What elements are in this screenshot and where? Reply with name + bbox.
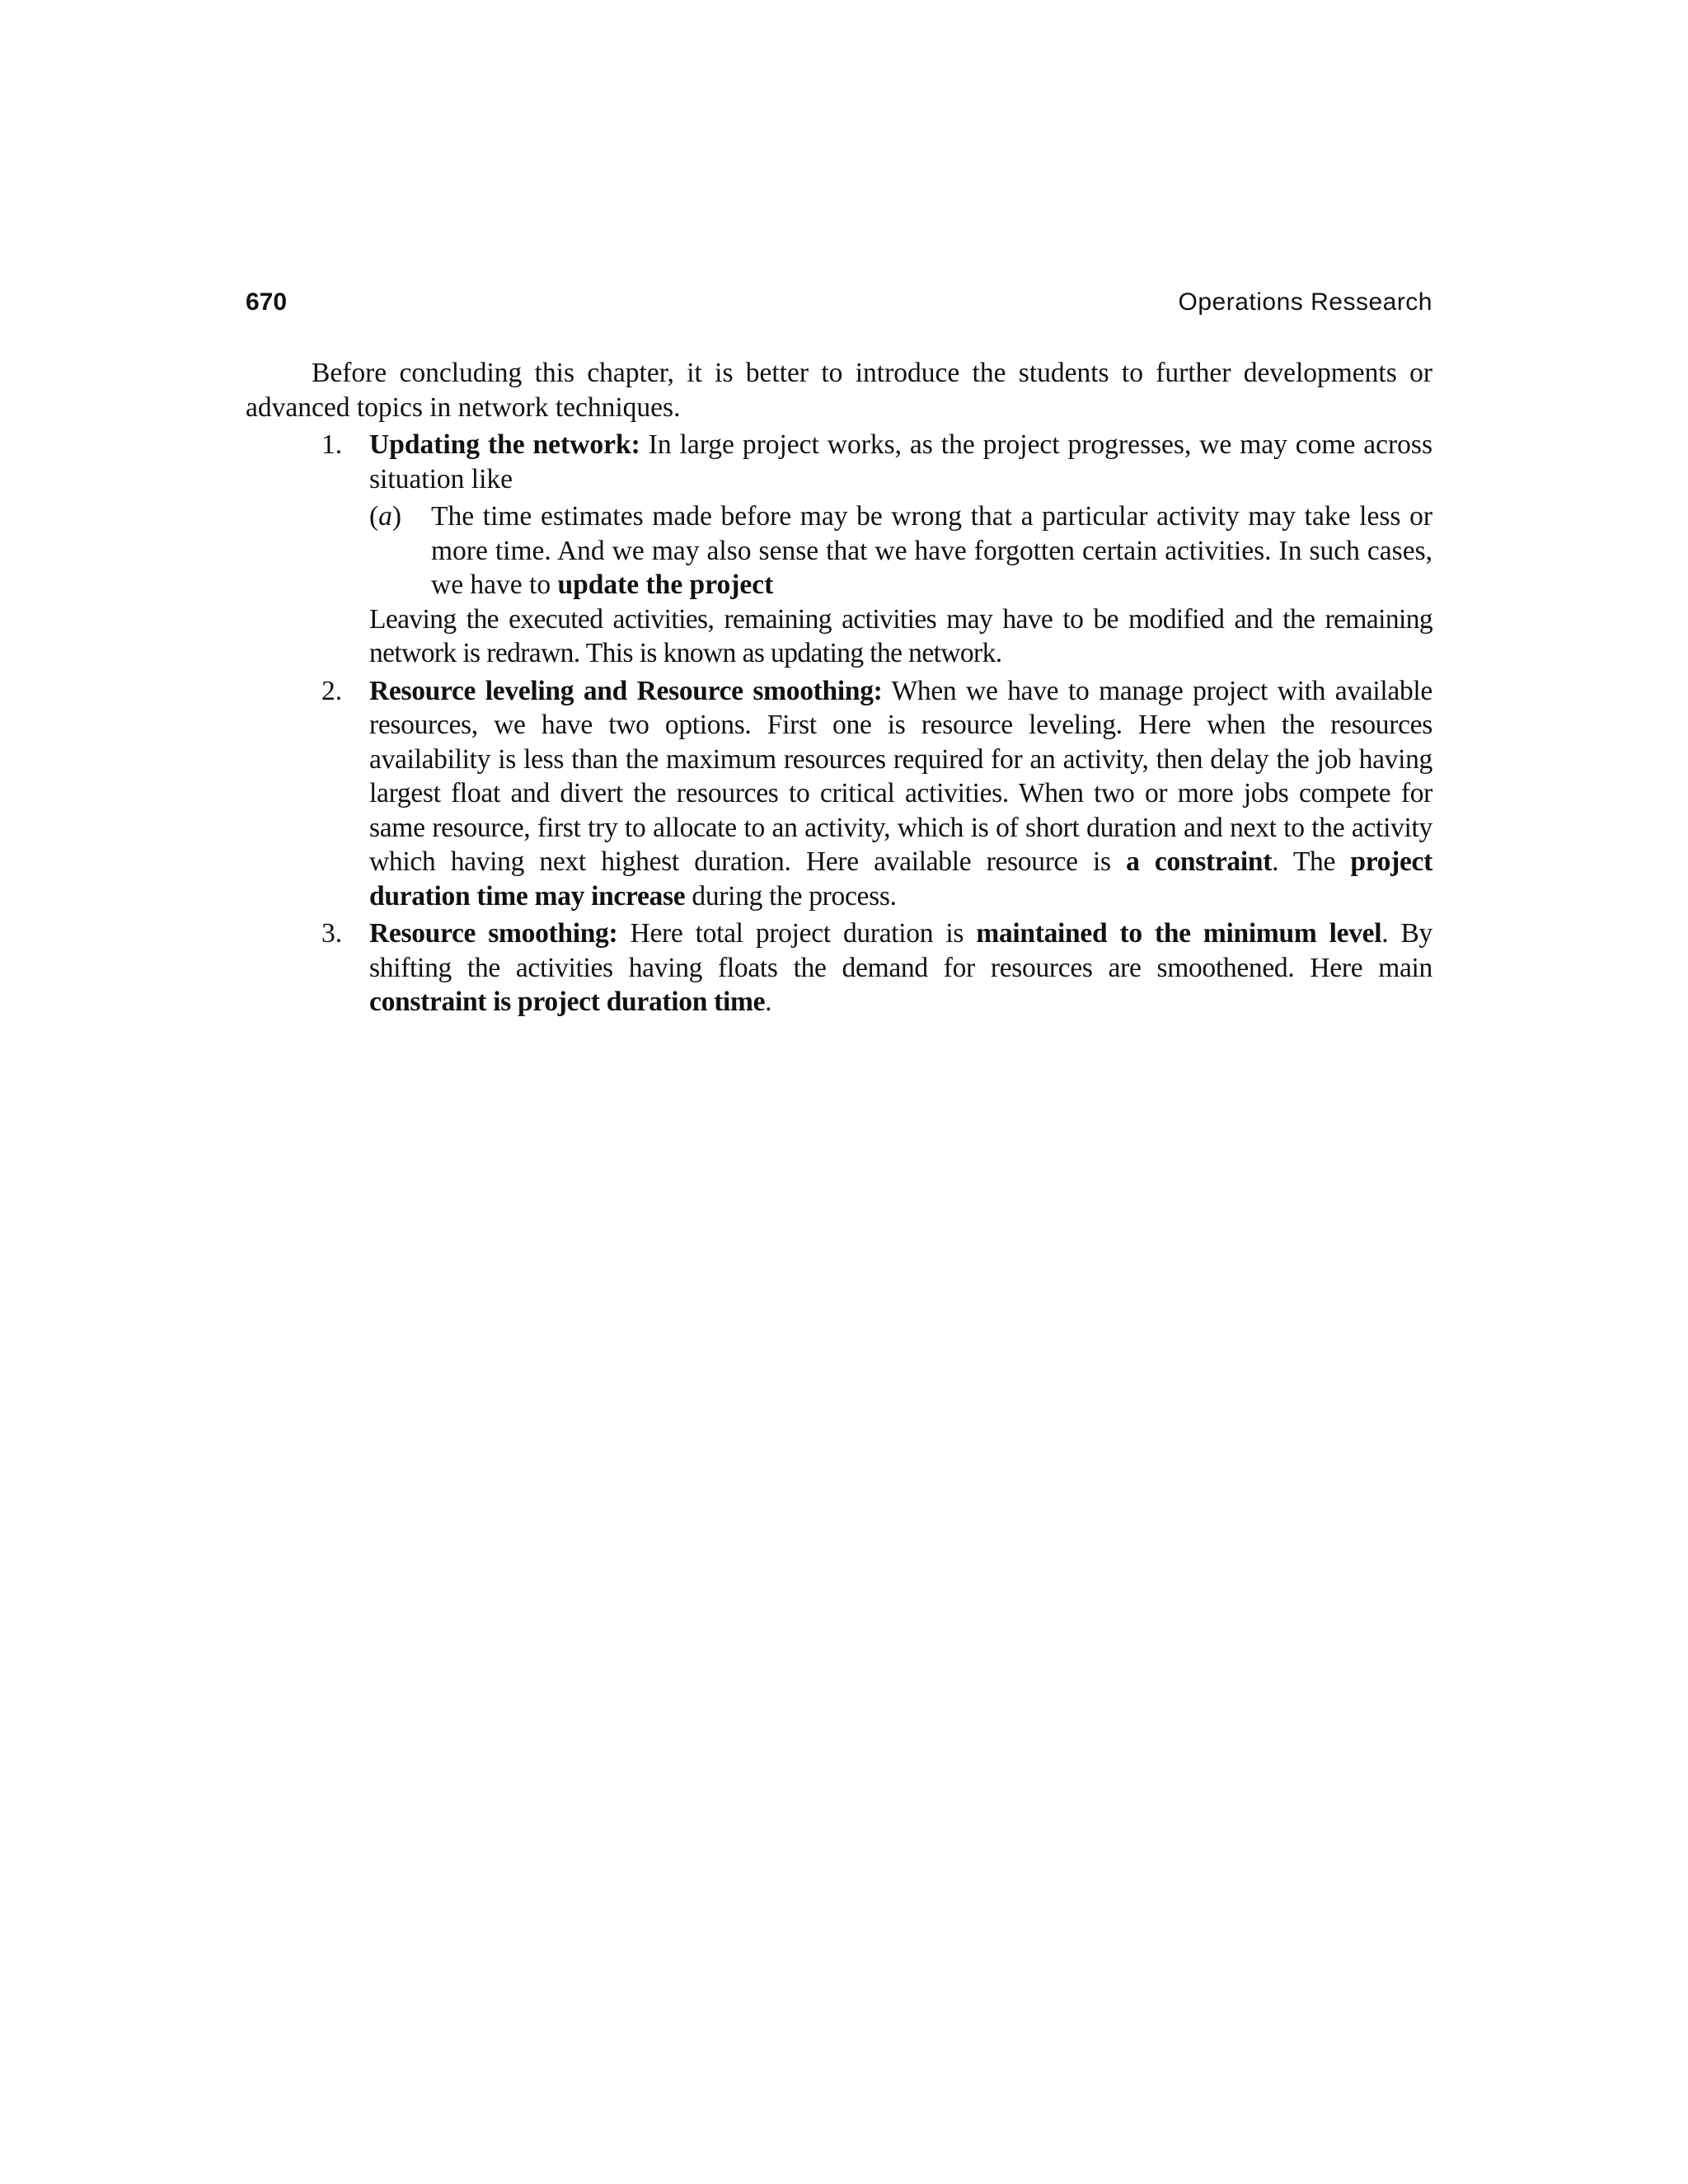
list-item-heading: Updating the network: [369,429,640,460]
sub-item-label: (a) [369,501,402,532]
intro-paragraph: Before concluding this chapter, it is better to introduce the students to further developments or advanced topics in network techniques. [246,358,1432,423]
list-number: 2. [321,675,343,706]
sub-item-text: The time estimates made before may be wrong that a particular activity may take less or more time. And we may also sense that we have forgotten certain activities. In such cases, we have to update the project [431,501,1432,600]
page-body [246,356,1432,1019]
list-item-note: Leaving the executed activities, remaining activities may have to be modified and the remaining network is redrawn. This is known as updating the network. [369,603,1432,668]
list-item-text [369,428,1432,496]
list-item-text: Resource smoothing: Here total project duration is maintained to the minimum level. By shifting the activities having floats the demand for resources are smoothened. Here main constraint is project duration time. [369,918,1432,1017]
list-item-body: In large project works, as the project progresses, we may come across situation like [369,429,1432,494]
list-item-1 [246,428,1432,671]
page-number: 670 [246,288,288,316]
list-item-text: Resource leveling and Resource smoothing: When we have to manage project with available resources, we have two options. First one is resource leveling. Here when the resources availability is less than the maximum resources required for an activity, then delay the job having largest float and divert the resources to critical activities. When two or more jobs compete for same resource, first try to allocate to an activity, which is of short duration and next to the activity which having next highest duration. Here available resource is a constraint. The project duration time may increase during the process. [369,675,1432,912]
running-title: Operations Ressearch [1178,288,1432,316]
list-item-2 [246,674,1432,914]
sub-item-a [369,499,1432,602]
sub-item-bold: update the project [557,569,774,600]
list-number: 1. [321,429,343,460]
list-number: 3. [321,918,343,949]
list-item-3 [246,916,1432,1019]
page-header [246,288,1432,325]
list-item-heading: Resource smoothing: [369,918,618,949]
list-item-heading: Resource leveling and Resource smoothing: [369,675,883,706]
